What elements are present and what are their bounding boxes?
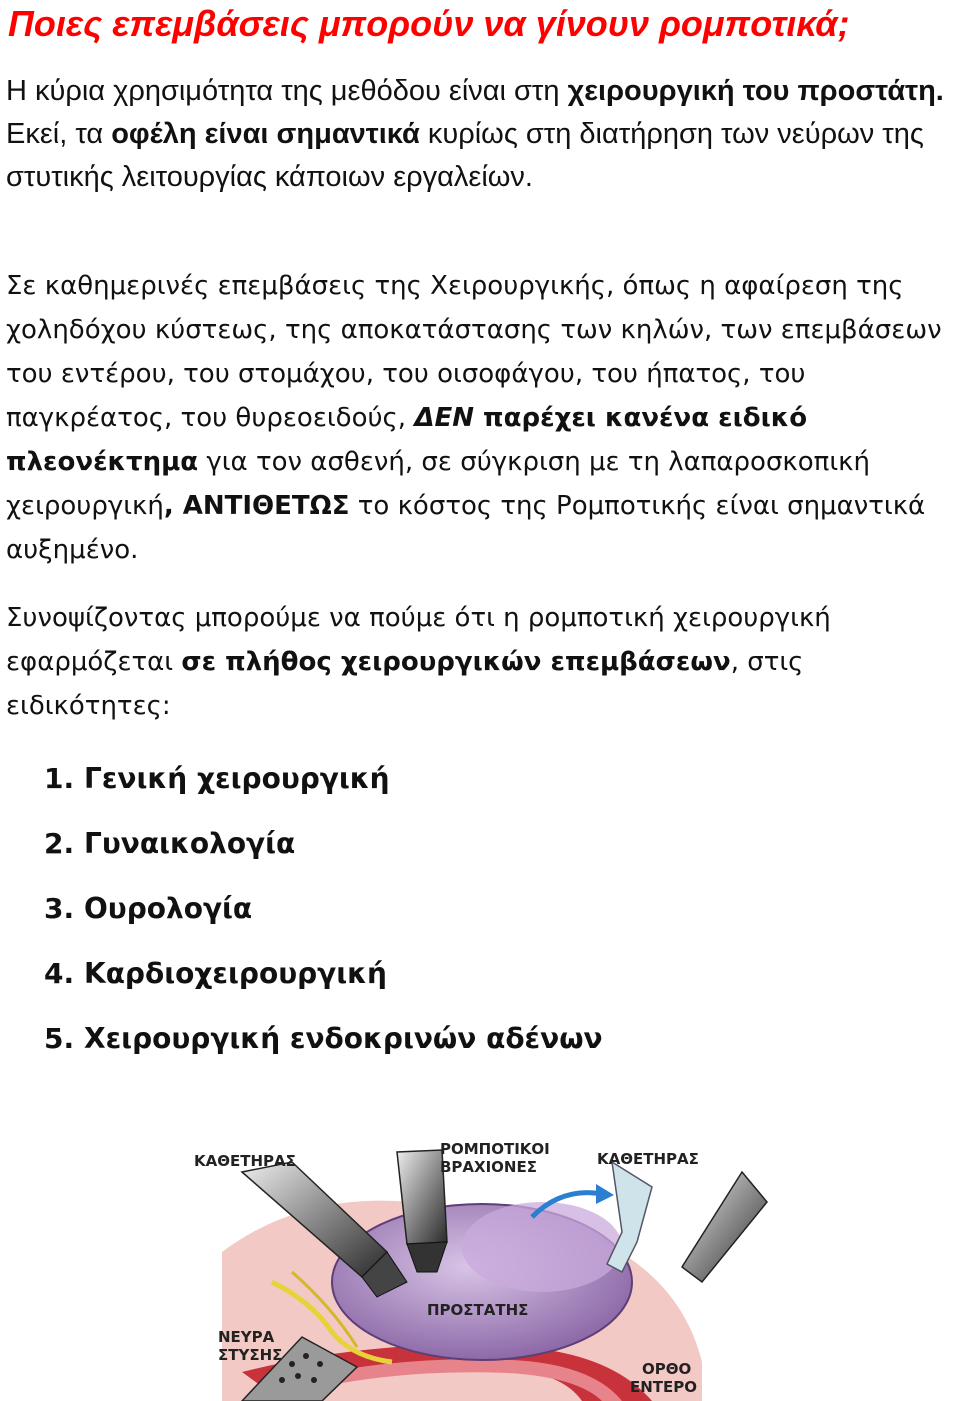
list-label: Γυναικολογία xyxy=(84,827,296,860)
label-catheter-right: ΚΑΘΕΤΗΡΑΣ xyxy=(597,1150,699,1168)
comparison-paragraph xyxy=(6,264,956,572)
list-item xyxy=(44,811,603,876)
label-robotic-arms-line1: ΡΟΜΠΟΤΙΚΟΙ xyxy=(440,1140,550,1158)
right-instrument-shape xyxy=(682,1172,767,1282)
comparison-text-3: το κόστος της Ρομποτικής είναι σημαντικά αυξημένο. xyxy=(6,491,926,565)
list-item xyxy=(44,876,603,941)
intro-text-1: Η κύρια χρησιμότητα της μεθόδου είναι στη xyxy=(6,75,568,107)
list-label: Χειρουργική ενδοκρινών αδένων xyxy=(84,1022,603,1055)
robotic-prostatectomy-illustration xyxy=(182,1132,774,1401)
summary-text-1: Συνοψίζοντας μπορούμε να πούμε ότι η ρομποτική χειρουργική εφαρμόζεται xyxy=(6,603,831,677)
list-label: Γενική χειρουργική xyxy=(84,762,390,795)
label-nerves-line2: ΣΤΥΣΗΣ xyxy=(218,1346,283,1364)
page-title: Ποιες επεμβάσεις μπορούν να γίνουν ρομποτικά; xyxy=(8,3,850,44)
specialties-list xyxy=(44,746,603,1071)
label-rectum-line2: ΕΝΤΕΡΟ xyxy=(630,1378,698,1396)
summary-bold-1: σε πλήθος χειρουργικών επεμβάσεων xyxy=(181,647,731,677)
intro-bold-2: οφέλη είναι σημαντικά xyxy=(111,118,420,150)
list-item xyxy=(44,941,603,1006)
bladder-shape xyxy=(462,1202,622,1292)
label-prostate: ΠΡΟΣΤΑΤΗΣ xyxy=(427,1301,529,1319)
comparison-bold-italic: ΔΕΝ xyxy=(414,403,474,433)
intro-text-2: Εκεί, τα xyxy=(6,118,112,150)
illustration-svg xyxy=(182,1132,774,1401)
intro-paragraph xyxy=(6,70,956,199)
comparison-text-2: για τον ασθενή, σε σύγκριση με τη λαπαροσκοπική χειρουργική xyxy=(6,447,870,521)
summary-text-2: , στις ειδικότητες: xyxy=(6,647,804,721)
label-robotic-arms-line2: ΒΡΑΧΙΟΝΕΣ xyxy=(440,1158,537,1176)
label-catheter-left: ΚΑΘΕΤΗΡΑΣ xyxy=(194,1152,296,1170)
intro-text-3: κυρίως στη διατήρηση των νεύρων της στυτικής λειτουργίας κάποιων εργαλείων. xyxy=(6,118,924,193)
list-item xyxy=(44,746,603,811)
intro-bold-1: χειρουργική του προστάτη. xyxy=(567,75,944,107)
label-rectum-line1: ΟΡΘΟ xyxy=(642,1360,692,1378)
list-number: 1. xyxy=(44,762,75,795)
comparison-bold-1: παρέχει κανένα ειδικό πλεονέκτημα xyxy=(6,403,808,477)
list-label: Καρδιοχειρουργική xyxy=(84,957,387,990)
summary-paragraph xyxy=(6,596,956,728)
right-catheter-shape xyxy=(607,1162,652,1272)
list-number: 5. xyxy=(44,1022,75,1055)
comparison-text-1: Σε καθημερινές επεμβάσεις της Χειρουργικής, όπως η αφαίρεση της χοληδόχου κύστεως, της αποκατάστασης των κηλών, των επεμβάσεων του εντέρου, του στομάχου, του οισοφάγου, του ήπατος, του παγκρέατος, του θυρεοειδούς, xyxy=(6,271,942,433)
comparison-bold-2: , ΑΝΤΙΘΕΤΩΣ xyxy=(163,491,350,521)
list-item xyxy=(44,1006,603,1071)
list-number: 3. xyxy=(44,892,75,925)
list-number: 2. xyxy=(44,827,75,860)
list-label: Ουρολογία xyxy=(84,892,253,925)
blue-arrow-head-shape xyxy=(596,1184,614,1204)
label-nerves-line1: ΝΕΥΡΑ xyxy=(218,1328,275,1346)
list-number: 4. xyxy=(44,957,75,990)
